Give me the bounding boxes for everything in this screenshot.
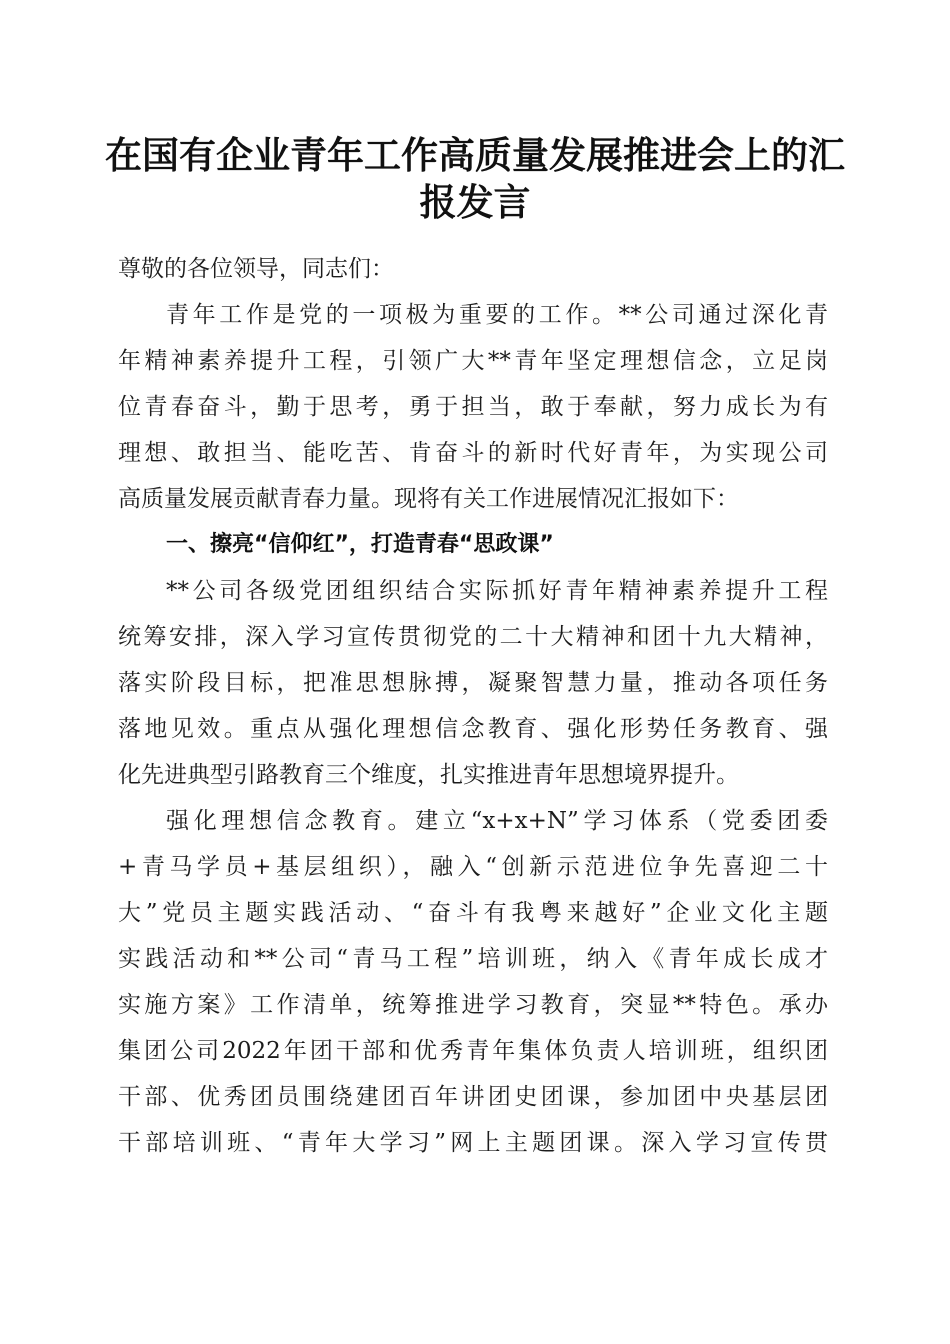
paragraph-line: 集团公司2022年团干部和优秀青年集体负责人培训班，组织团 <box>118 1038 828 1064</box>
paragraph-line: 位青春奋斗，勤于思考，勇于担当，敢于奉献，努力成长为有 <box>118 394 828 420</box>
section-heading: 一、擦亮“信仰红”，打造青春“思政课” <box>166 532 554 557</box>
paragraph-line: 理想、敢担当、能吃苦、肯奋斗的新时代好青年，为实现公司 <box>118 440 828 466</box>
paragraph-section-1 <box>118 568 828 798</box>
title-line-1: 在国有企业青年工作高质量发展推进会上的汇 <box>105 133 845 177</box>
paragraph-line: 青年工作是党的一项极为重要的工作。**公司通过深化青 <box>166 302 828 328</box>
greeting: 尊敬的各位领导，同志们： <box>118 256 394 282</box>
paragraph-line: 干部、优秀团员围绕建团百年讲团史团课，参加团中央基层团 <box>118 1084 828 1110</box>
paragraph-line: 高质量发展贡献青春力量。现将有关工作进展情况汇报如下： <box>118 486 739 512</box>
paragraph-line: 化先进典型引路教育三个维度，扎实推进青年思想境界提升。 <box>118 762 739 788</box>
paragraph-line: 强化理想信念教育。建立“x+x+N”学习体系（党委团委 <box>166 808 828 834</box>
paragraph-line: 干部培训班、“青年大学习”网上主题团课。深入学习宣传贯 <box>118 1130 828 1156</box>
paragraph-intro <box>118 292 828 522</box>
paragraph-line: 落地见效。重点从强化理想信念教育、强化形势任务教育、强 <box>118 716 828 742</box>
paragraph-line: 实践活动和**公司“青马工程”培训班，纳入《青年成长成才 <box>118 946 828 972</box>
paragraph-line: 落实阶段目标，把准思想脉搏，凝聚智慧力量，推动各项任务 <box>118 670 828 696</box>
paragraph-line: **公司各级党团组织结合实际抓好青年精神素养提升工程 <box>166 578 828 604</box>
paragraph-line: 大”党员主题实践活动、“奋斗有我粤来越好”企业文化主题 <box>118 900 828 926</box>
document-title <box>100 132 850 226</box>
paragraph-line: +青马学员+基层组织），融入“创新示范进位争先喜迎二十 <box>118 854 828 880</box>
title-line-2: 报发言 <box>419 180 531 224</box>
paragraph-line: 实施方案》工作清单，统筹推进学习教育，突显**特色。承办 <box>118 992 828 1018</box>
paragraph-line: 统筹安排，深入学习宣传贯彻党的二十大精神和团十九大精神， <box>118 624 828 650</box>
paragraph-line: 年精神素养提升工程，引领广大**青年坚定理想信念，立足岗 <box>118 348 828 374</box>
paragraph-section-2 <box>118 798 828 1166</box>
document-body <box>118 246 828 1166</box>
